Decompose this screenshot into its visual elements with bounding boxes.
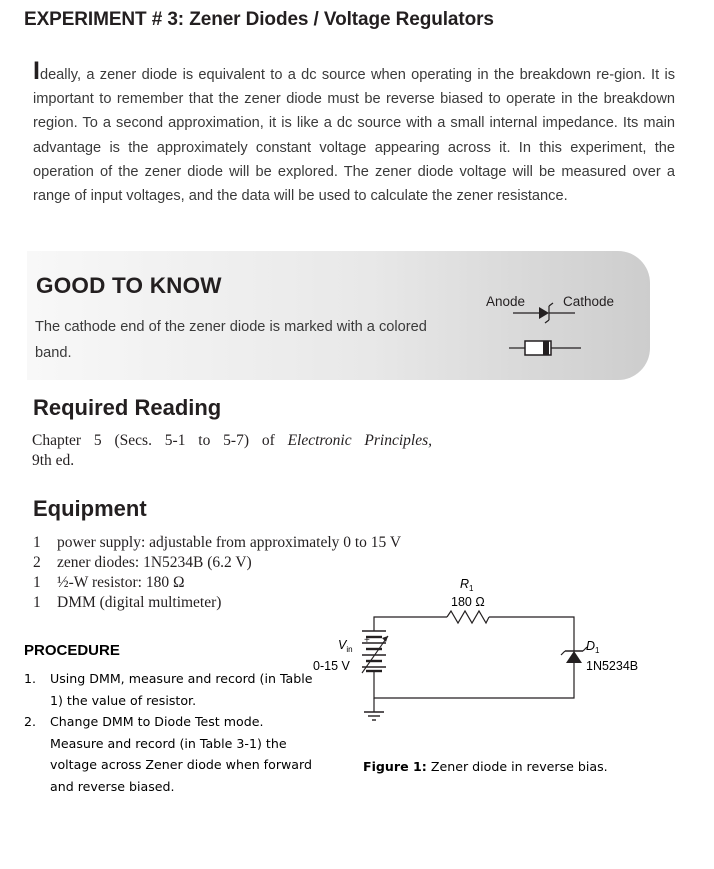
procedure-step [24, 668, 314, 711]
step-text: Change DMM to Diode Test mode. Measure and record (in Table 3-1) the voltage across Zener diode when forward and reverse biased. [50, 714, 312, 794]
procedure-title: PROCEDURE [24, 642, 120, 659]
procedure-list [24, 668, 314, 797]
step-number: 2. [24, 714, 37, 729]
equipment-qty: 2 [33, 554, 41, 571]
resistor-name: $R_1$ [460, 577, 474, 593]
equipment-qty: 1 [33, 594, 41, 611]
required-reading-heading: Required Reading [33, 395, 222, 420]
book-title: Electronic Principles, [287, 432, 432, 449]
required-reading-line2: 9th ed. [32, 452, 75, 469]
equipment-desc: power supply: adjustable from approximately 0 to 15 V [57, 534, 402, 551]
reading-chapter: Chapter 5 (Secs. 5-1 to 5-7) of [32, 432, 288, 449]
source-name: $V_{in}$ [338, 638, 353, 654]
zener-symbol-icon [513, 303, 575, 323]
good-to-know-title: GOOD TO KNOW [36, 273, 222, 298]
resistor-value: 180 Ω [451, 595, 485, 609]
diode-package-icon [509, 341, 581, 355]
zener-diode-illustration [505, 298, 585, 368]
step-number: 1. [24, 671, 37, 686]
list-item [33, 533, 401, 553]
intro-text: deally, a zener diode is equivalent to a dc source when operating in the breakdown re-gion. It is important to remember that the zener diode must be reverse biased to operate in the breakdown region. To a second approximation, it is like a dc source with a small internal impedance. Its main advantage is the approximately constant voltage appearing across it. In this experiment, the operation of the zener diode will be explored. The zener diode voltage will be measured over a range of input voltages, and the data will be used to calculate the zener resistance. [33, 67, 675, 205]
step-text: Using DMM, measure and record (in Table 1) the value of resistor. [50, 671, 313, 708]
equipment-desc: zener diodes: 1N5234B (6.2 V) [57, 554, 252, 571]
good-to-know-body: The cathode end of the zener diode is marked with a colored band. [35, 319, 427, 361]
circuit-wires [374, 617, 574, 712]
required-reading-text [32, 431, 432, 471]
figure-caption-text: Zener diode in reverse bias. [426, 759, 608, 774]
circuit-diagram [300, 570, 660, 740]
diode-name: $D_1$ [586, 639, 600, 655]
figure-label: Figure 1: [363, 759, 427, 774]
drop-cap: I [33, 57, 40, 85]
equipment-desc: DMM (digital multimeter) [57, 594, 222, 611]
resistor-icon [447, 611, 489, 623]
equipment-heading: Equipment [33, 496, 147, 521]
source-range: 0-15 V [313, 659, 350, 673]
procedure-step [24, 711, 314, 797]
diode-part: 1N5234B [586, 659, 639, 673]
ground-icon [364, 712, 384, 720]
equipment-desc: ½-W resistor: 180 Ω [57, 574, 185, 591]
page-title: EXPERIMENT # 3: Zener Diodes / Voltage Regulators [24, 9, 494, 30]
plus-sign: + [364, 635, 370, 646]
cathode-label: Cathode [563, 294, 615, 309]
equipment-qty: 1 [33, 534, 41, 551]
required-reading-line1 [32, 431, 432, 451]
equipment-qty: 1 [33, 574, 41, 591]
figure-caption [363, 759, 608, 774]
intro-paragraph [33, 57, 675, 208]
anode-label: Anode [486, 294, 526, 309]
